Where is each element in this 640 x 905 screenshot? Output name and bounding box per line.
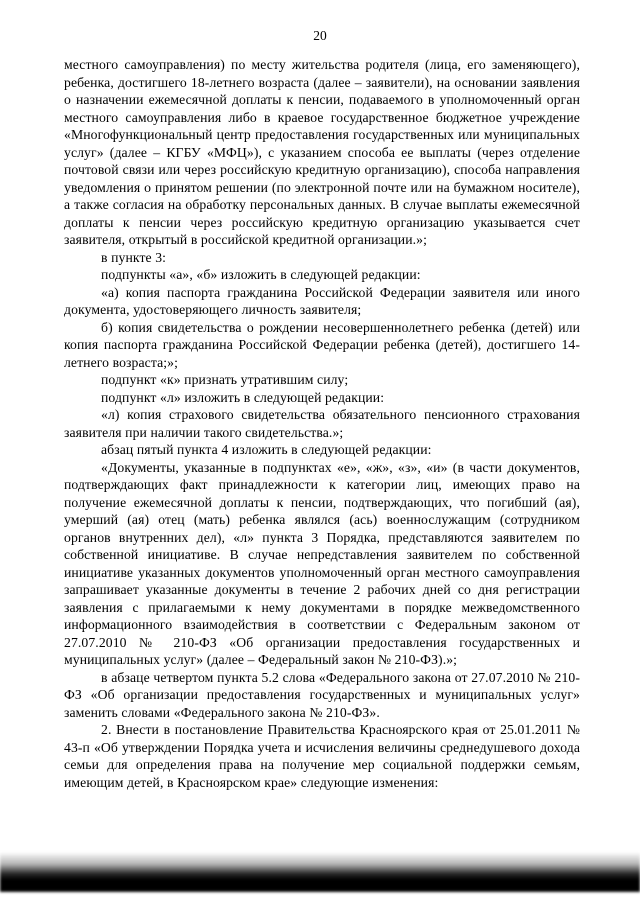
- paragraph: б) копия свидетельства о рождении несовершеннолетнего ребенка (детей) или копия паспорта гражданина Российской Федерации ребенка (детей), достигшего 14-летнего возраста;»;: [64, 319, 580, 370]
- page-number: 20: [313, 28, 327, 43]
- paragraph: подпункты «а», «б» изложить в следующей редакции:: [101, 267, 421, 282]
- paragraph: в абзаце четвертом пункта 5.2 слова «Федерального закона от 27.07.2010 № 210-ФЗ «Об организации предоставления государственных и муниципальных услуг» заменить словами «Федерального закона № 210-ФЗ».: [64, 669, 580, 720]
- paragraph: абзац пятый пункта 4 изложить в следующей редакции:: [101, 442, 432, 457]
- scan-artifact-bar: [0, 852, 640, 892]
- paragraph: местного самоуправления) по месту жительства родителя (лица, его заменяющего), ребенка, достигшего 18-летнего возраста (далее – заявители), на основании заявления о назначении ежемесячной доплаты к пенсии, подаваемого в уполномоченный орган местного самоуправления либо в краевое государственное бюджетное учреждение «Многофункциональный центр предоставления государственных или муниципальных услуг» (далее – КГБУ «МФЦ»), с указанием способа ее выплаты (через отделение почтовой связи или через российскую кредитную организацию), способа направления уведомления о принятом решении (по электронной почте или на бумажном носителе), а также согласия на обработку персональных данных. В случае выплаты ежемесячной доплаты к пенсии через российскую кредитную организацию указывается счет заявителя, открытый в российской кредитной организации.»;: [64, 57, 580, 247]
- paragraph: подпункт «л» изложить в следующей редакции:: [101, 389, 385, 405]
- paragraph: «а) копия паспорта гражданина Российской Федерации заявителя или иного документа, удостоверяющего личность заявителя;: [64, 284, 580, 317]
- paragraph: «л) копия страхового свидетельства обязательного пенсионного страхования заявителя при наличии такого свидетельства.»;: [64, 407, 580, 440]
- paragraph: подпункт «к» признать утратившим силу;: [101, 372, 349, 387]
- paragraph: 2. Внести в постановление Правительства Красноярского края от 25.01.2011 № 43-п «Об утверждении Порядка учета и исчисления величины среднедушевого дохода семьи для определения права на получение мер социальной поддержки семьям, имеющим детей, в Красноярском крае» следующие изменения:: [64, 722, 580, 790]
- paragraph: в пункте 3:: [101, 249, 167, 265]
- paragraph: «Документы, указанные в подпунктах «е», «ж», «з», «и» (в части документов, подтверждающих факт принадлежности к категории лиц, имеющих право на получение ежемесячной доплаты к пенсии, подтверждающих, что погибший (ая), умерший (ая) отец (мать) ребенка являлся (ась) военнослужащим (сотрудником органов внутренних дел), «л» пункта 3 Порядка, представляются заявителем по собственной инициативе. В случае непредставления заявителем по собственной инициативе указанных документов уполномоченный орган местного самоуправления запрашивает указанные документы в течение 2 рабочих дней со дня регистрации заявления с прилагаемыми к нему документами в порядке межведомственного информационного взаимодействия в соответствии с Федеральным законом от 27.07.2010 № 210-ФЗ «Об организации предоставления государственных и муниципальных услуг» (далее – Федеральный закон № 210-ФЗ).»;: [64, 459, 580, 667]
- document-body: [0, 43, 640, 791]
